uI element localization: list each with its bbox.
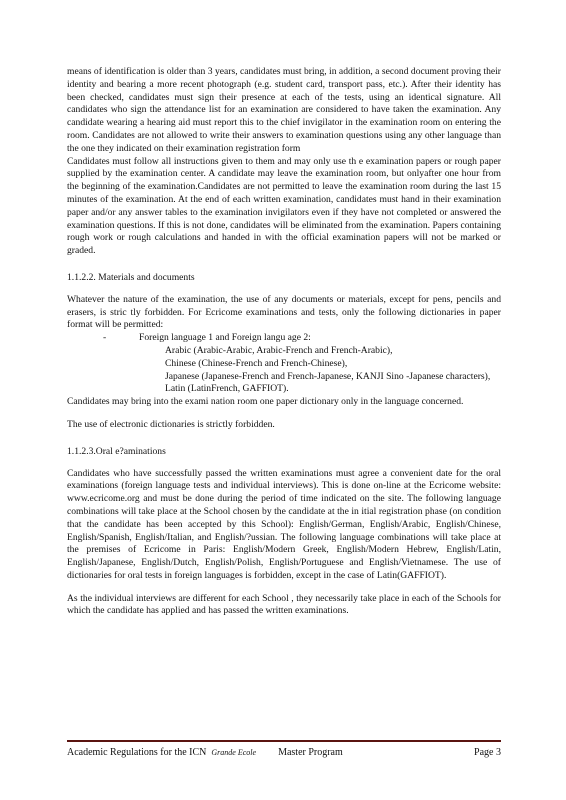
- page-footer: [67, 740, 501, 758]
- list-item: Chinese (Chinese-French and French-Chinese),: [165, 357, 348, 369]
- paragraph-materials: Whatever the nature of the examination, the use of any documents or materials, except for pens, pencils and erasers, is stric tly forbidden. For Ecricome examinations and tests, only the following dictionaries in paper format will be permitted:: [67, 293, 501, 331]
- section-heading-materials: 1.1.2.2. Materials and documents: [67, 271, 195, 283]
- list-item: Latin (LatinFrench, GAFFIOT).: [165, 383, 289, 395]
- list-dash: -: [103, 332, 107, 344]
- dictionary-list: [67, 332, 501, 396]
- paragraph-oral-examinations: Candidates who have successfully passed the written examinations must agree a convenient date for the oral examinations (foreign language tests and individual interviews). This is done on-line at the Ecricome website: www.ecricome.org and must be done during the period of time indicated on the site. The following language combinations will take place at the School chosen by the candidate at the in itial registration phase (on condition that the candidate has been accepted by this School): English/German, English/Arabic, English/Chinese, English/Spanish, English/Italian, and English/?ussian. The following language combinations will take place at the premises of Ecricome in Paris: English/Modern Greek, English/Modern Hebrew, English/Latin, English/Japanese, English/Dutch, English/Polish, English/Portuguese and English/Vietnamese. The use of dictionaries for oral tests in foreign languages is forbidden, except in the case of Latin(GAFFIOT).: [67, 467, 501, 581]
- paragraph-interviews: As the individual interviews are different for each School , they necessarily take place in each of the Schools for which the candidate has applied and has passed the written examinations.: [67, 592, 501, 617]
- footer-title: Academic Regulations for the ICN: [67, 747, 207, 758]
- paragraph-electronic-dictionaries: The use of electronic dictionaries is strictly forbidden.: [67, 418, 275, 430]
- section-heading-oral: 1.1.2.3.Oral e?aminations: [67, 445, 166, 457]
- paragraph-paper-dictionary: Candidates may bring into the exami nation room one paper dictionary only in the language concerned.: [67, 396, 464, 408]
- list-item: Japanese (Japanese-French and French-Japanese, KANJI Sino -Japanese characters),: [165, 370, 491, 382]
- paragraph-instructions: Candidates must follow all instructions given to them and may only use th e examination papers or rough paper supplied by the examination center. A candidate may leave the examination room, but onlyafter one hour from the beginning of the examination.Candidates are not permitted to leave the examination room during the last 15 minutes of the examination. At the end of each written examination, candidates must hand in their examination paper and/or any answer tables to the examination invigilators even if they have not completed or answered the examination questions. If this is not done, candidates will be eliminated from the examination. Papers containing rough work or rough calculations and handed in with the official examination papers will not be marked or graded.: [67, 155, 501, 257]
- document-body: [67, 66, 501, 618]
- footer-page-number: Page 3: [474, 747, 501, 758]
- list-item: Arabic (Arabic-Arabic, Arabic-French and French-Arabic),: [165, 344, 393, 356]
- paragraph-identification: means of identification is older than 3 years, candidates must bring, in addition, a second document proving their identity and bearing a more recent photograph (e.g. student card, transport pass, etc.). After their identity has been checked, candidates must sign their presence at each of the tests, using an identical signature. All candidates who sign the attendance list for an examination are considered to have taken the examination. Any candidate wearing a hearing aid must report this to the chief invigilator in the examination room on entering the room. Candidates are not allowed to write their answers to examination questions using any other language than the one they indicated on their examination registration form: [67, 66, 501, 154]
- list-heading: Foreign language 1 and Foreign langu age 2:: [139, 332, 311, 344]
- footer-grande-ecole: Grande Ecole: [211, 748, 257, 757]
- footer-program: Master Program: [278, 747, 343, 758]
- list-item: [67, 332, 501, 345]
